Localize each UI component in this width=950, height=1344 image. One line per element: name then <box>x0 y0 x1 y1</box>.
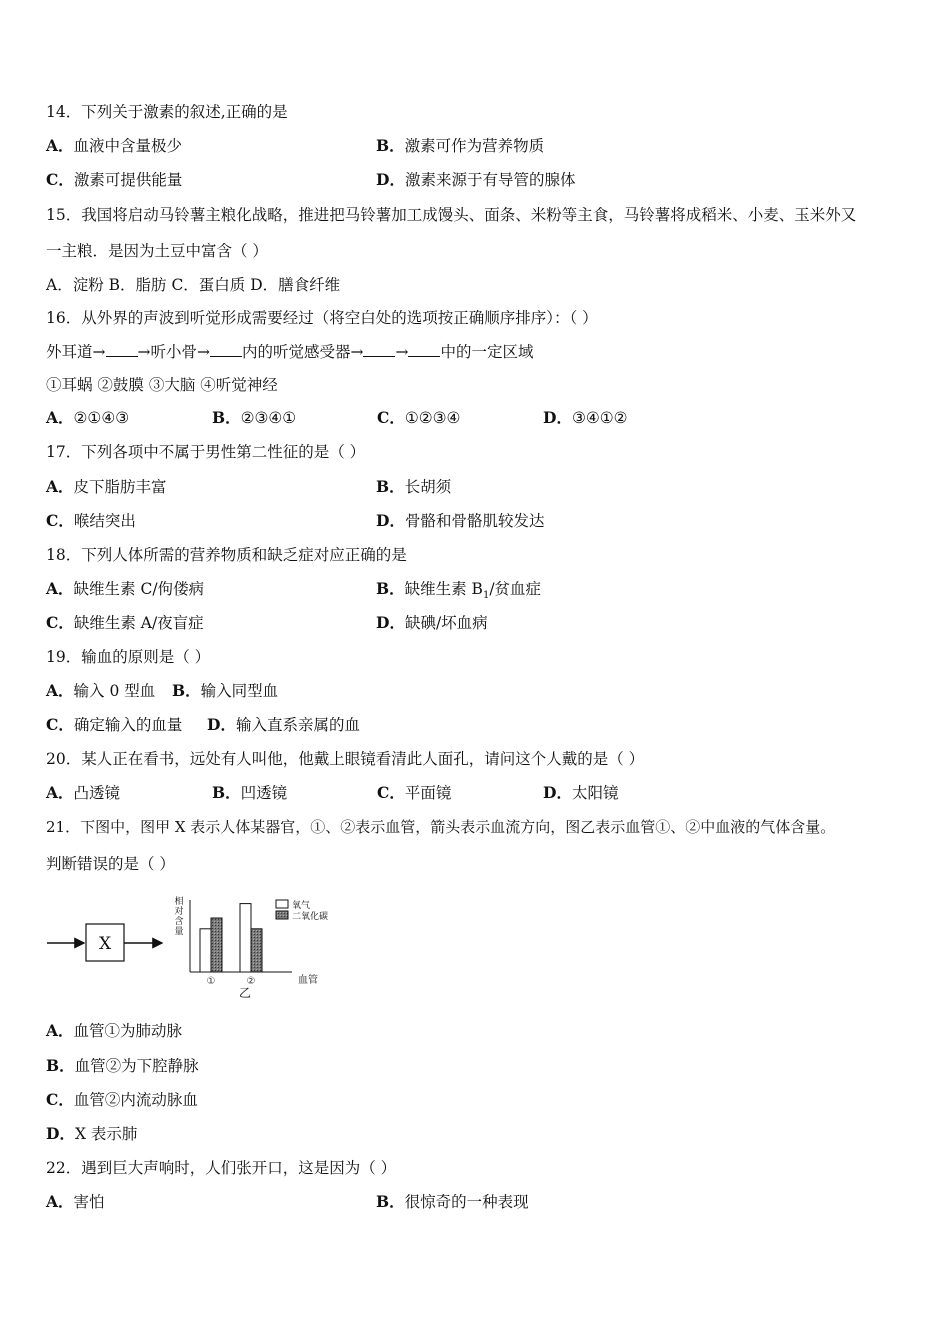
q21-stem-line2: 判断错误的是（ ） <box>46 855 175 873</box>
option-text: 激素可提供能量 <box>73 171 183 189</box>
option-text: 凸透镜 <box>73 784 121 802</box>
option-label: B． <box>46 1056 75 1075</box>
option-label: C． <box>377 408 405 427</box>
q19-option-a[interactable] <box>46 681 155 701</box>
option-text: 输入 0 型血 <box>73 682 156 700</box>
option-label: D． <box>376 511 405 530</box>
option-text: 太阳镜 <box>571 784 619 802</box>
q16-items: ①耳蜗 ②鼓膜 ③大脑 ④听觉神经 <box>46 376 278 394</box>
answer-blank[interactable] <box>210 342 242 357</box>
option-text: 凹透镜 <box>240 784 288 802</box>
x-axis-label: 血管 <box>298 975 318 986</box>
q16-option-d[interactable] <box>543 408 628 428</box>
q17-option-a[interactable] <box>46 477 167 497</box>
option-text: 皮下脂肪丰富 <box>73 478 167 496</box>
option-text: X 表示肺 <box>74 1125 138 1143</box>
q14-option-b[interactable] <box>376 136 544 156</box>
q16-sequence <box>46 342 534 362</box>
option-label: C． <box>46 715 74 734</box>
q22-option-b[interactable] <box>376 1192 529 1212</box>
option-text: 缺维生素 B <box>404 580 483 598</box>
option-label: B． <box>376 477 405 496</box>
option-label: A． <box>46 1192 74 1211</box>
option-label: A． <box>46 136 74 155</box>
bar-oxygen-1 <box>200 929 211 972</box>
option-text: 输入同型血 <box>200 682 279 700</box>
q19-option-c[interactable] <box>46 715 182 735</box>
option-text: ①②③④ <box>404 409 461 427</box>
chart-title: 乙 <box>238 986 252 1000</box>
option-text: 血液中含量极少 <box>73 137 183 155</box>
q15-stem-line1: 15．我国将启动马铃薯主粮化战略，推进把马铃薯加工成馒头、面条、米粉等主食，马铃薯将成稻米、小麦、玉米外又 <box>46 206 857 224</box>
option-text: ③④①② <box>571 409 628 427</box>
option-label: C． <box>377 783 405 802</box>
q18-stem: 18．下列人体所需的营养物质和缺乏症对应正确的是 <box>46 546 407 564</box>
figure-jia <box>44 918 174 968</box>
sequence-part: →听小骨→ <box>137 343 210 361</box>
option-label: A． <box>46 1021 74 1040</box>
y-axis-label-char: 对 <box>174 907 184 917</box>
q21-option-b[interactable] <box>46 1056 199 1076</box>
q16-option-b[interactable] <box>212 408 296 428</box>
option-text: 缺维生素 C/佝偻病 <box>73 580 205 598</box>
option-label: B． <box>172 681 201 700</box>
q16-option-c[interactable] <box>377 408 460 428</box>
option-label: D． <box>46 1124 75 1143</box>
bar-co2-2 <box>251 929 262 972</box>
option-text: 很惊奇的一种表现 <box>404 1193 529 1211</box>
answer-blank[interactable] <box>106 342 138 357</box>
q14-option-c[interactable] <box>46 170 182 190</box>
option-text: 平面镜 <box>404 784 452 802</box>
legend-swatch-co2 <box>276 911 288 919</box>
option-text: 缺维生素 A/夜盲症 <box>73 614 204 632</box>
legend-swatch-oxygen <box>276 900 288 908</box>
option-label: C． <box>46 170 74 189</box>
bar-co2-1 <box>211 918 222 972</box>
option-text: 害怕 <box>73 1193 105 1211</box>
option-text: 激素可作为营养物质 <box>404 137 545 155</box>
legend-label-co2: 二氧化碳 <box>292 912 329 922</box>
option-label: A． <box>46 783 74 802</box>
y-axis-label-char: 相 <box>174 897 184 907</box>
y-axis-label-char: 量 <box>174 927 184 937</box>
option-text: ②③④① <box>240 409 297 427</box>
q18-option-d[interactable] <box>376 613 488 633</box>
option-text: 长胡须 <box>404 478 452 496</box>
option-label: B． <box>212 783 241 802</box>
subscript: 1 <box>482 590 490 602</box>
q20-stem: 20．某人正在看书，远处有人叫他，他戴上眼镜看清此人面孔，请问这个人戴的是（ ） <box>46 750 645 768</box>
x-tick-label: ① <box>206 976 216 987</box>
figure-yi-chart <box>170 892 350 1004</box>
q20-option-d[interactable] <box>543 783 618 803</box>
q21-option-a[interactable] <box>46 1021 182 1041</box>
bar-oxygen-2 <box>240 904 251 972</box>
answer-blank[interactable] <box>408 342 440 357</box>
option-label: B． <box>376 579 405 598</box>
x-tick-label: ② <box>246 976 256 987</box>
q17-option-c[interactable] <box>46 511 136 531</box>
q14-option-a[interactable] <box>46 136 182 156</box>
option-label: C． <box>46 1090 74 1109</box>
q15-options[interactable]: A．淀粉 B．脂肪 C．蛋白质 D．膳食纤维 <box>46 276 341 294</box>
q15-stem-line2: 一主粮．是因为土豆中富含（ ） <box>46 242 268 260</box>
q22-stem: 22．遇到巨大声响时，人们张开口，这是因为（ ） <box>46 1159 397 1177</box>
q19-stem: 19．输血的原则是（ ） <box>46 648 211 666</box>
sequence-part: → <box>395 343 409 361</box>
option-label: C． <box>46 613 74 632</box>
organ-label: X <box>98 934 112 954</box>
option-text: 骨骼和骨骼肌较发达 <box>404 512 545 530</box>
option-label: A． <box>46 477 74 496</box>
q18-option-a[interactable] <box>46 579 204 599</box>
q18-option-c[interactable] <box>46 613 204 633</box>
sequence-part: 内的听觉感受器→ <box>241 343 364 361</box>
option-label: D． <box>207 715 236 734</box>
q14-option-d[interactable] <box>376 170 575 190</box>
option-text: 血管②为下腔静脉 <box>74 1057 199 1075</box>
option-text: 血管①为肺动脉 <box>73 1022 183 1040</box>
q20-option-a[interactable] <box>46 783 120 803</box>
option-label: D． <box>543 783 572 802</box>
option-text: 输入直系亲属的血 <box>235 716 360 734</box>
q22-option-a[interactable] <box>46 1192 105 1212</box>
q17-option-b[interactable] <box>376 477 451 497</box>
option-text: /贫血症 <box>489 580 542 598</box>
option-label: A． <box>46 408 74 427</box>
option-label: B． <box>212 408 241 427</box>
q21-option-d[interactable] <box>46 1124 137 1144</box>
option-text: ②①④③ <box>73 409 130 427</box>
option-text: 确定输入的血量 <box>73 716 183 734</box>
option-text: 血管②内流动脉血 <box>73 1091 198 1109</box>
q21-stem-line1: 21．下图中，图甲 X 表示人体某器官，①、②表示血管，箭头表示血流方向，图乙表示血管①、②中血液的气体含量。 <box>46 818 836 836</box>
option-text: 激素来源于有导管的腺体 <box>404 171 576 189</box>
sequence-part: 外耳道→ <box>46 343 106 361</box>
q20-option-c[interactable] <box>377 783 451 803</box>
option-label: D． <box>376 613 405 632</box>
q18-option-b[interactable] <box>376 579 541 606</box>
q17-option-d[interactable] <box>376 511 544 531</box>
q20-option-b[interactable] <box>212 783 287 803</box>
q16-stem: 16．从外界的声波到听觉形成需要经过（将空白处的选项按正确顺序排序）：（ ） <box>46 309 598 327</box>
option-label: A． <box>46 579 74 598</box>
answer-blank[interactable] <box>363 342 395 357</box>
option-label: D． <box>376 170 405 189</box>
q19-option-b[interactable] <box>172 681 278 701</box>
option-label: A． <box>46 681 74 700</box>
q14-stem: 14．下列关于激素的叙述,正确的是 <box>46 103 288 121</box>
q16-option-a[interactable] <box>46 408 129 428</box>
q17-stem: 17．下列各项中不属于男性第二性征的是（ ） <box>46 443 366 461</box>
y-axis-label-char: 含 <box>174 917 184 927</box>
sequence-part: 中的一定区域 <box>440 343 534 361</box>
option-label: B． <box>376 1192 405 1211</box>
option-label: D． <box>543 408 572 427</box>
option-text: 喉结突出 <box>73 512 136 530</box>
option-text: 缺碘/坏血病 <box>404 614 488 632</box>
option-label: B． <box>376 136 405 155</box>
q21-option-c[interactable] <box>46 1090 198 1110</box>
q19-option-d[interactable] <box>207 715 360 735</box>
legend-label-oxygen: 氧气 <box>292 901 311 911</box>
option-label: C． <box>46 511 74 530</box>
